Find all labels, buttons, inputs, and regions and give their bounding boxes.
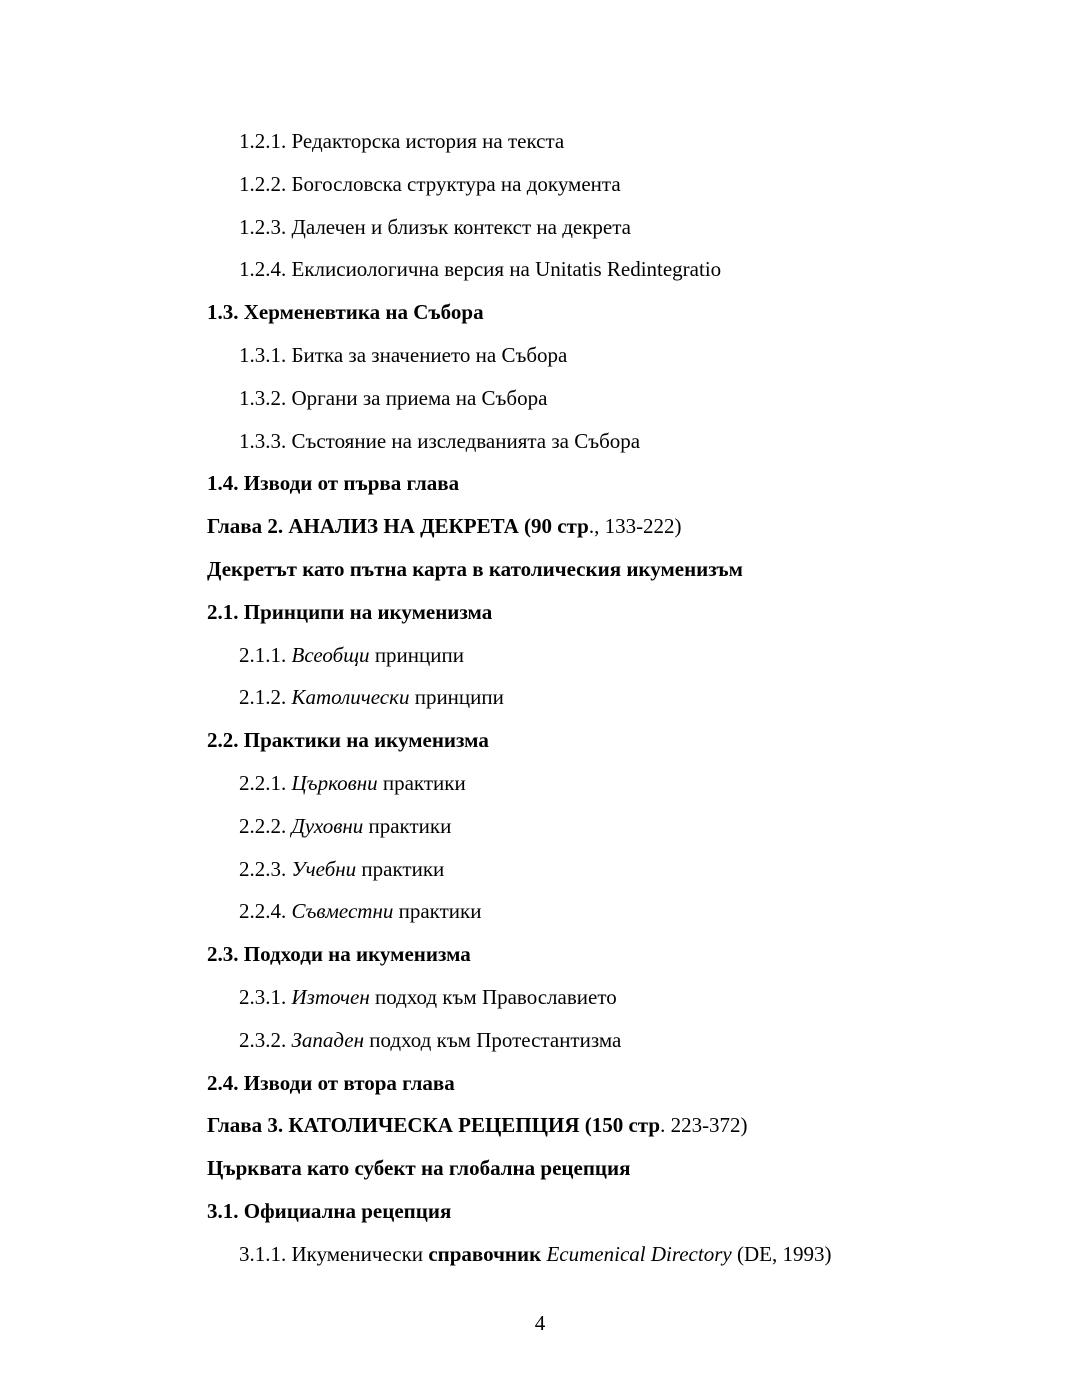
toc-subsection (207, 336, 1007, 379)
toc-subsection (207, 122, 1007, 165)
toc-text-segment: Западен (291, 1027, 365, 1052)
toc-text-segment: 1.4. Изводи от първа глава (207, 471, 460, 496)
toc-text-segment: Източен (291, 984, 370, 1009)
toc-text-segment: подход към Протестантизма (364, 1027, 622, 1052)
toc-text-segment: подход към Православието (369, 984, 617, 1009)
toc-subsection (207, 422, 1007, 465)
toc-text-segment: 2.1. Принципи на икуменизма (207, 599, 493, 624)
toc-text-segment: 2.3.2. (239, 1027, 292, 1052)
toc-section (207, 593, 1007, 636)
toc-text-segment: ., 133-222) (588, 514, 682, 539)
toc-subsection (207, 678, 1007, 721)
toc-subsection (207, 1235, 1007, 1278)
toc-section (207, 464, 1007, 507)
toc-section (207, 1192, 1007, 1235)
toc-section (207, 507, 1007, 550)
toc-text-segment: Учебни (291, 856, 357, 881)
toc-subsection (207, 250, 1007, 293)
toc-text-segment: практики (393, 899, 482, 924)
toc-text-segment: 1.3.2. Органи за приема на Събора (239, 385, 548, 410)
toc-subsection (207, 850, 1007, 893)
toc-section (207, 550, 1007, 593)
toc-subsection (207, 764, 1007, 807)
toc-text-segment: 2.2. Практики на икуменизма (207, 728, 489, 753)
toc-subsection (207, 208, 1007, 251)
toc-text-segment: Съвместни (291, 899, 394, 924)
toc-text-segment: принципи (409, 685, 504, 710)
toc-text-segment: 1.3.1. Битка за значението на Събора (239, 342, 568, 367)
toc-text-segment: Ecumenical Directory (546, 1241, 732, 1266)
toc-text-segment: Всеобщи (291, 642, 370, 667)
toc-text-segment: принципи (369, 642, 464, 667)
toc-text-segment: справочник (428, 1241, 542, 1266)
toc-text-segment: Глава 2. АНАЛИЗ НА ДЕКРЕТА (90 стр (207, 514, 589, 539)
toc-section (207, 1106, 1007, 1149)
toc-text-segment: 1.2.2. Богословска структура на документа (239, 171, 621, 196)
toc-subsection (207, 1021, 1007, 1064)
toc-subsection (207, 636, 1007, 679)
toc-subsection (207, 379, 1007, 422)
page-number: 4 (534, 1311, 546, 1335)
toc-text-segment: 2.3.1. (239, 984, 292, 1009)
toc-text-segment: Глава 3. КАТОЛИЧЕСКА РЕЦЕПЦИЯ (150 стр (207, 1113, 661, 1138)
toc-section (207, 1064, 1007, 1107)
toc-text-segment: 2.4. Изводи от втора глава (207, 1070, 455, 1095)
toc-text-segment: 1.2.1. Редакторска история на текста (239, 129, 565, 153)
toc-text-segment: практики (377, 770, 466, 795)
toc-text-segment: 2.1.1. (239, 642, 292, 667)
toc-text-segment: 1.3. Херменевтика на Събора (207, 300, 484, 325)
toc-text-segment: 2.2.4. (239, 899, 292, 924)
toc-text-segment: 1.3.3. Състояние на изследванията за Събора (239, 428, 641, 453)
toc-text-segment: . 223-372) (660, 1113, 748, 1138)
toc-text-segment: практики (363, 813, 452, 838)
toc-section (207, 293, 1007, 336)
toc-subsection (207, 807, 1007, 850)
toc-subsection (207, 978, 1007, 1021)
toc-section (207, 721, 1007, 764)
toc-section (207, 1149, 1007, 1192)
toc-text-segment: 3.1.1. Икуменически (239, 1241, 429, 1266)
toc-text-segment: Декретът като пътна карта в католическия икуменизъм (207, 556, 743, 581)
toc-text-segment: Католически (291, 685, 410, 710)
toc-text-segment: 3.1. Официална рецепция (207, 1198, 452, 1223)
table-of-contents (207, 122, 1007, 1278)
toc-text-segment: Църковни (291, 770, 378, 795)
toc-text-segment: Духовни (291, 813, 364, 838)
toc-text-segment: Църквата като субект на глобална рецепция (207, 1156, 631, 1181)
toc-subsection (207, 165, 1007, 208)
toc-text-segment: 2.1.2. (239, 685, 292, 710)
toc-subsection (207, 892, 1007, 935)
toc-text-segment: 2.2.2. (239, 813, 292, 838)
toc-text-segment: практики (356, 856, 445, 881)
toc-text-segment: 2.3. Подходи на икуменизма (207, 942, 471, 967)
toc-text-segment: 2.2.1. (239, 770, 292, 795)
toc-section (207, 935, 1007, 978)
toc-text-segment: 1.2.4. Еклисиологична версия на Unitatis Redintegratio (239, 257, 722, 282)
toc-text-segment: 2.2.3. (239, 856, 292, 881)
toc-text-segment: (DE, 1993) (731, 1241, 832, 1266)
toc-text-segment: 1.2.3. Далечен и близък контекст на декрета (239, 214, 631, 239)
